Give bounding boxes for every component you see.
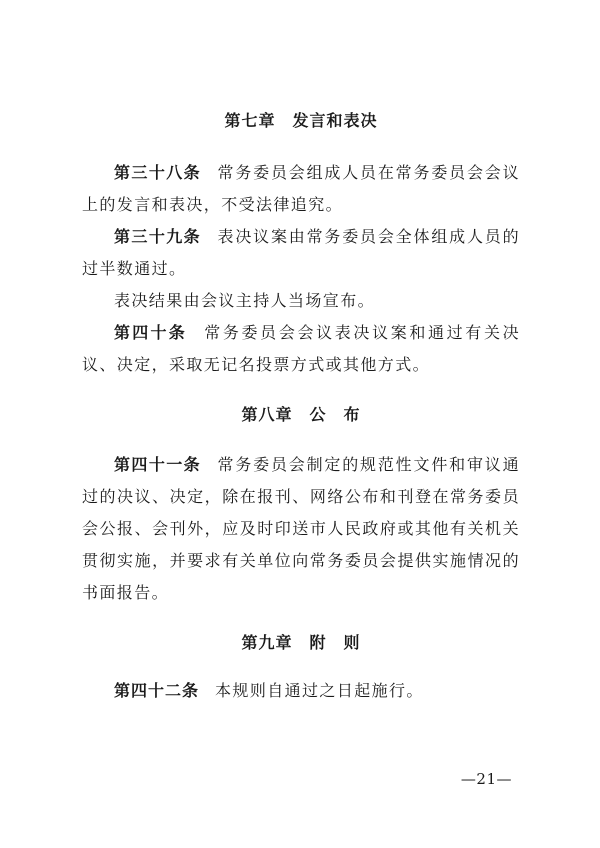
article-text: 本规则自通过之日起施行。 [215,681,424,700]
article-number: 第三十八条 [114,163,202,182]
article-39-continuation [82,285,520,317]
chapter-title-9: 第九章 附 则 [241,633,361,652]
chapter-title-8: 第八章 公 布 [241,405,361,424]
article-text: 表决议案由常务委员会全体组成人员的过半数通过。 [82,227,520,278]
article-text: 常务委员会会议表决议案和通过有关决议、决定，采取无记名投票方式或其他方式。 [82,323,520,374]
article-40 [82,317,520,381]
article-text: 表决结果由会议主持人当场宣布。 [114,291,376,310]
page-number: —21— [460,770,512,788]
article-42 [82,675,520,707]
page-content [82,105,520,707]
article-38 [82,157,520,221]
article-number: 第四十二条 [114,681,200,700]
article-number: 第三十九条 [114,227,202,246]
article-number: 第四十一条 [114,455,202,474]
chapter-title-7: 第七章 发言和表决 [224,111,378,130]
article-number: 第四十条 [114,323,187,342]
article-text: 常务委员会组成人员在常务委员会会议上的发言和表决，不受法律追究。 [82,163,520,214]
article-41 [82,449,520,609]
article-text: 常务委员会制定的规范性文件和审议通过的决议、决定，除在报刊、网络公布和刊登在常务委员会公报、会刊外，应及时印送市人民政府或其他有关机关贯彻实施，并要求有关单位向常务委员会提供实施情况的书面报告。 [82,455,520,602]
article-39 [82,221,520,285]
